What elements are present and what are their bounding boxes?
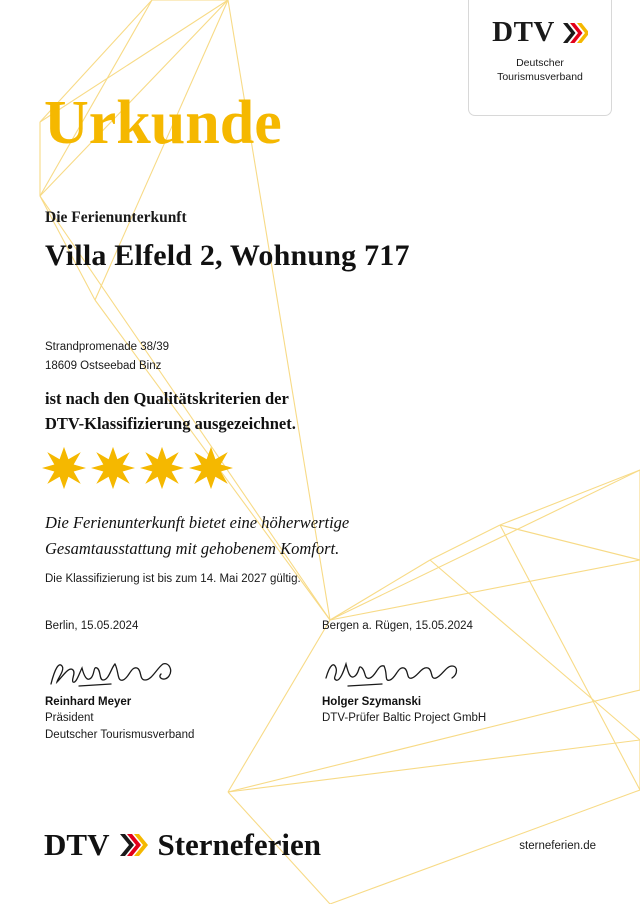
signature-place-date: Bergen a. Rügen, 15.05.2024 — [322, 620, 473, 632]
signature-role — [322, 710, 486, 727]
handwritten-signature-icon — [45, 654, 195, 692]
signature-name: Reinhard Meyer — [45, 696, 132, 708]
address-street: Strandpromenade 38/39 — [45, 341, 170, 353]
signature-role-line-2: Deutscher Tourismusverband — [45, 729, 195, 741]
criteria-line-1: ist nach den Qualitätskriterien der — [45, 389, 289, 408]
object-name: Villa Elfeld 2, Wohnung 717 — [45, 239, 410, 272]
star-icon — [140, 446, 184, 490]
handwritten-signature-icon — [322, 654, 486, 692]
dtv-chevron-icon — [562, 20, 588, 46]
signature-block-left — [45, 620, 195, 744]
signature-role-line-1: DTV-Prüfer Baltic Project GmbH — [322, 712, 487, 724]
star-icon — [42, 446, 86, 490]
validity-note: Die Klassifizierung ist bis zum 14. Mai 2027 gültig. — [45, 573, 301, 585]
address-city: 18609 Ostseebad Binz — [45, 360, 162, 372]
footer-url: sterneferien.de — [519, 840, 596, 852]
footer-logo — [44, 829, 321, 860]
signature-name: Holger Szymanski — [322, 696, 422, 708]
signature-role-line-1: Präsident — [45, 712, 94, 724]
dtv-logo-row — [469, 18, 611, 47]
star-icon — [189, 446, 233, 490]
signature-block-right — [322, 620, 486, 727]
dtv-logo-badge — [468, 0, 612, 116]
dtv-subtitle-line-2: Tourismusverband — [497, 71, 583, 84]
criteria-line-2: DTV-Klassifizierung ausgezeichnet. — [45, 414, 296, 433]
page-title: Urkunde — [44, 89, 282, 157]
intro-line: Die Ferienunterkunft — [45, 209, 187, 226]
dtv-brand-text: DTV — [492, 16, 555, 48]
description-line-1: Die Ferienunterkunft bietet eine höherwertige — [45, 513, 350, 532]
criteria-statement — [45, 386, 296, 436]
dtv-subtitle-line-1: Deutscher — [516, 57, 564, 69]
address-block — [45, 338, 169, 376]
star-icon — [91, 446, 135, 490]
signature-place-date: Berlin, 15.05.2024 — [45, 620, 139, 632]
footer-chevron-icon — [118, 830, 148, 860]
description-block — [45, 510, 349, 562]
footer-brand-text: DTV — [44, 827, 110, 862]
footer-wordmark: Sterneferien — [157, 827, 321, 862]
signature-role — [45, 710, 195, 744]
star-rating — [42, 446, 233, 490]
description-line-2: Gesamtausstattung mit gehobenem Komfort. — [45, 539, 340, 558]
